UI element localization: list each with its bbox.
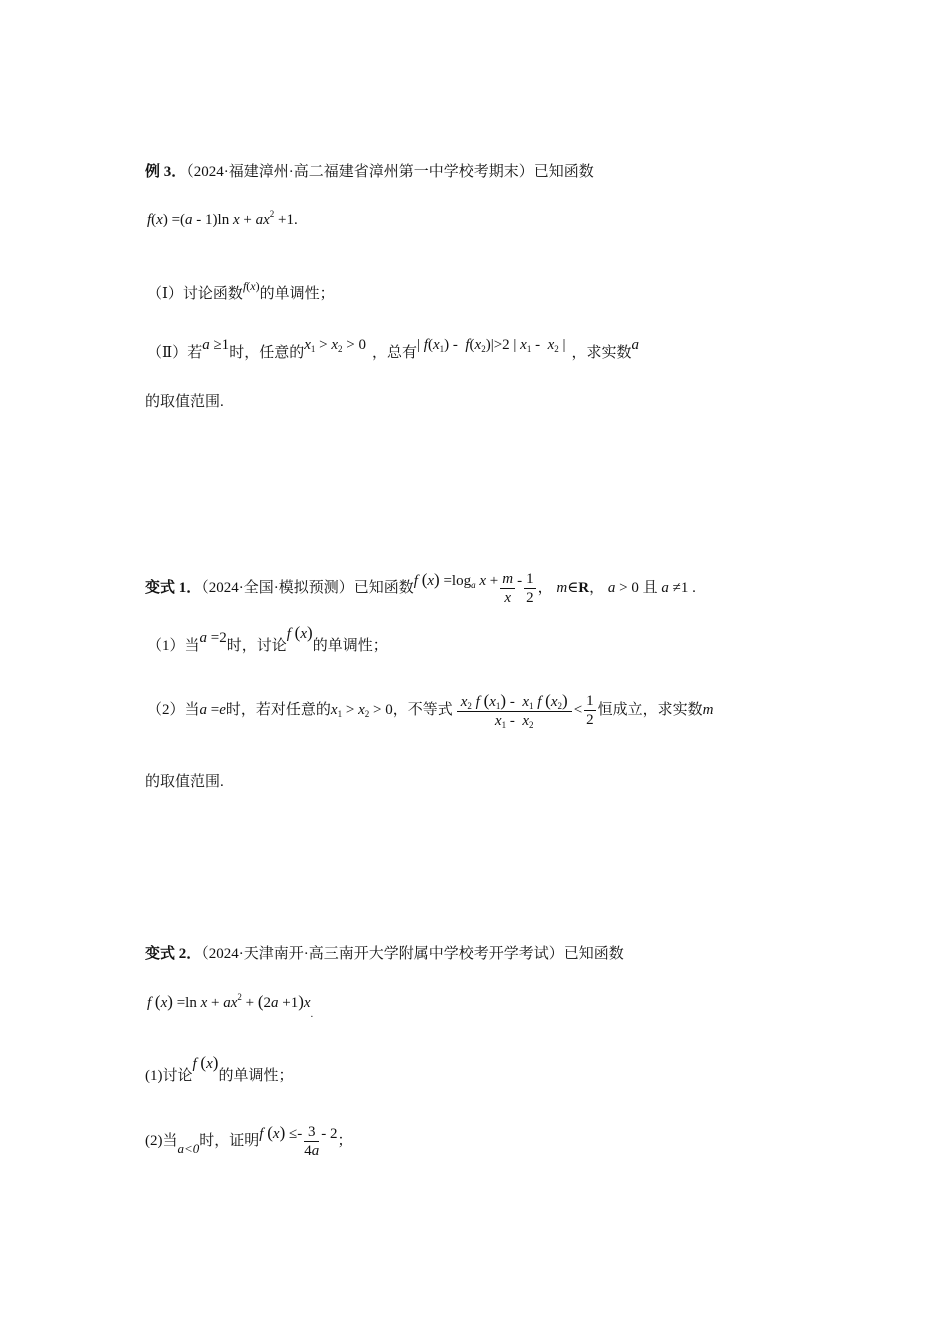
example3-heading: [145, 162, 594, 182]
variant1-part2-c: ，不等式: [392, 702, 453, 718]
variant1-part2-a: （2）当: [147, 702, 200, 718]
example3-label: 例 3．: [145, 164, 187, 180]
variant1-part1: （1）当a =2时，讨论f (x)的单调性；: [147, 623, 388, 654]
variant1-part1-c: 的单调性；: [312, 638, 388, 654]
variant1-label: 变式 1．: [145, 580, 202, 596]
example3-part1: （Ⅰ）讨论函数$^{f(x)}$的单调性；: [147, 279, 335, 302]
variant2-formula: f (x) =ln $x + ax^2 + (2a +1)x_.$: [147, 992, 314, 1020]
variant2-part2-b: 时，证明: [199, 1133, 260, 1149]
example3-formula: f(x) =(a - 1)ln $x + ax^2 +1$.: [147, 209, 298, 228]
example3-part2: （Ⅱ）若a ≥1时，任意的$x_1 > x_2 > 0$ ，总有| $f(x_1) - f(x_2)|>2$ | $x_1 - x_2$ | ，求实数a: [147, 337, 640, 361]
example3-part1-prefix: （Ⅰ）讨论函数: [147, 286, 243, 302]
example3-part2-end: 的取值范围.: [145, 394, 224, 410]
example3-part2-a: （Ⅱ）若: [147, 345, 203, 361]
variant1-part2: （2）当a =e时，若对任意的$x_1 > x_2 > 0$，不等式 $\frac{x_2 f (x_1) - x_1 f (x_2)}{x_1 - x_2}$ < $\frac{1}{2}$ 恒成立，求实数m: [147, 690, 714, 730]
variant2-label: 变式 2．: [145, 946, 202, 962]
example3-part2-b: 时，任意的: [229, 345, 305, 361]
variant2-part1-b: 的单调性；: [218, 1068, 294, 1084]
variant1-heading: 变式 1．（2024·全国·模拟预测）已知函数f $(x) =\log_a$ x + $\frac{m}{x}$ - $\frac{1}{2}$ ， m∈R， a > 0 且 a ≠1 .: [145, 570, 696, 607]
variant2-part1: (1)讨论f (x)的单调性；: [145, 1053, 294, 1084]
variant1-part1-b: 时，讨论: [226, 638, 287, 654]
example3-part1-suffix: 的单调性；: [259, 286, 335, 302]
variant1-part1-a: （1）当: [147, 638, 200, 654]
variant1-part2-d: 恒成立，求实数: [597, 702, 703, 718]
example3-part2-c: ，总有: [371, 345, 417, 361]
example3-source: （2024·福建漳州·高二福建省漳州第一中学校考期末）已知函数: [186, 164, 594, 180]
variant1-part2-end: 的取值范围.: [145, 774, 224, 790]
variant2-source: （2024·天津南开·高三南开大学附属中学校考开学考试）已知函数: [201, 946, 624, 962]
variant2-part1-a: (1)讨论: [145, 1068, 193, 1084]
variant2-heading: [145, 944, 624, 964]
example3-part2-d: ，求实数: [571, 345, 632, 361]
variant2-part2-a: (2)当: [145, 1133, 178, 1149]
variant1-source: （2024·全国·模拟预测）已知函数: [201, 580, 414, 596]
variant1-part2-b: 时，若对任意的: [225, 702, 331, 718]
variant2-part2: (2)当a<0时，证明f (x) ≤- $\frac{3}{4a}$ - 2；: [145, 1123, 353, 1160]
variant2-part2-c: ；: [337, 1133, 353, 1149]
